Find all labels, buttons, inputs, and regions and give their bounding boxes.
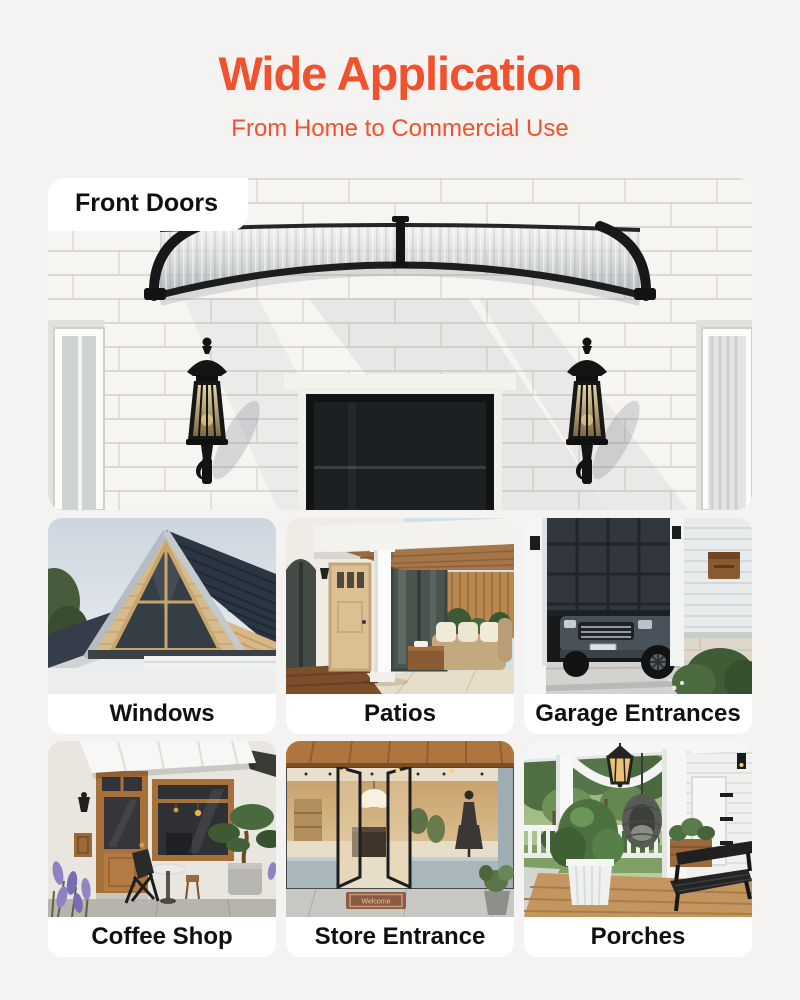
- porches-illustration: [524, 741, 752, 917]
- application-grid: [48, 518, 752, 957]
- front-doors-label: Front Doors: [48, 178, 248, 231]
- front-door: [284, 374, 516, 510]
- porches-photo: [524, 741, 752, 917]
- windows-label: Windows: [48, 694, 276, 734]
- garage-entrances-photo: [524, 518, 752, 694]
- windows-photo: [48, 518, 276, 694]
- porches-card: [524, 741, 752, 957]
- page-title: Wide Application: [218, 47, 582, 100]
- coffee-shop-illustration: [48, 741, 276, 917]
- store-entrance-photo: [286, 741, 514, 917]
- store-entrance-label: Store Entrance: [286, 917, 514, 957]
- porches-label: Porches: [524, 917, 752, 957]
- left-window: [48, 320, 104, 510]
- welcome-mat-text: Welcome: [361, 898, 391, 906]
- header: [0, 0, 800, 143]
- patios-photo: [286, 518, 514, 694]
- store-entrance-card: [286, 741, 514, 957]
- welcome-mat: [346, 892, 406, 909]
- coffee-shop-photo: [48, 741, 276, 917]
- windows-card: [48, 518, 276, 734]
- patios-illustration: [286, 518, 514, 694]
- patios-card: [286, 518, 514, 734]
- garage-entrances-label: Garage Entrances: [524, 694, 752, 734]
- store-entrance-illustration: [286, 741, 514, 917]
- windows-illustration: [48, 518, 276, 694]
- coffee-shop-card: [48, 741, 276, 957]
- front-doors-photo: [48, 178, 752, 510]
- garage-entrances-card: [524, 518, 752, 734]
- garage-entrances-illustration: [524, 518, 752, 694]
- right-window: [696, 320, 752, 510]
- patios-label: Patios: [286, 694, 514, 734]
- coffee-shop-label: Coffee Shop: [48, 917, 276, 957]
- page-subtitle: From Home to Commercial Use: [231, 115, 569, 142]
